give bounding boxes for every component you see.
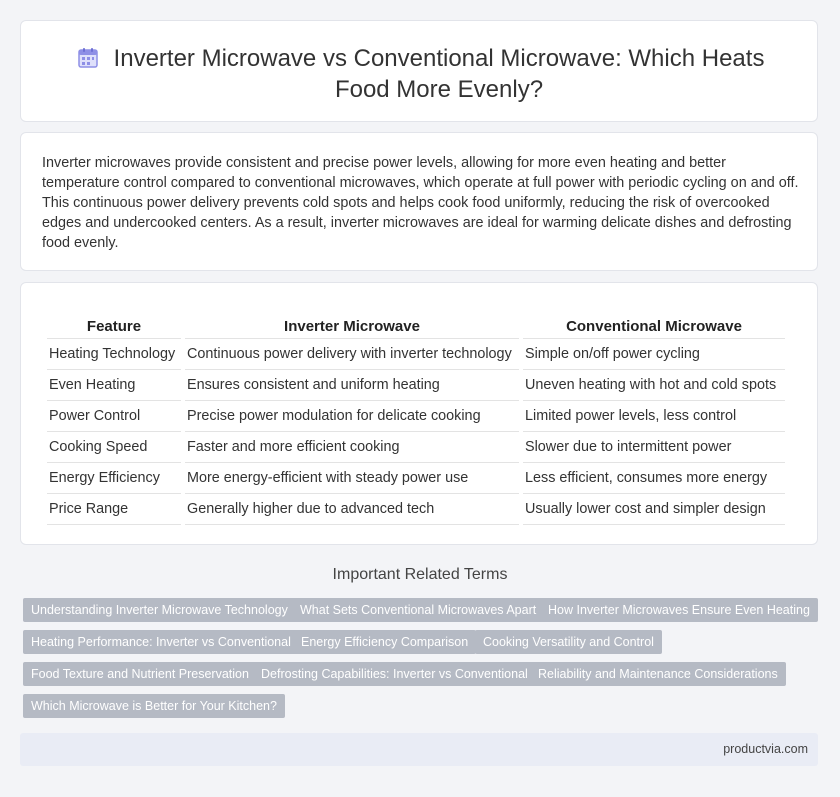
inverter-cell: Ensures consistent and uniform heating — [185, 370, 519, 401]
comparison-table — [43, 314, 789, 525]
column-header-feature: Feature — [47, 314, 181, 339]
related-term-tag[interactable]: Cooking Versatility and Control — [475, 630, 662, 654]
site-credit[interactable]: productvia.com — [723, 742, 808, 756]
related-term-tag[interactable]: Defrosting Capabilities: Inverter vs Conventional — [253, 662, 536, 686]
conventional-cell: Simple on/off power cycling — [523, 339, 785, 370]
feature-cell: Heating Technology — [47, 339, 181, 370]
inverter-cell: Generally higher due to advanced tech — [185, 494, 519, 525]
footer — [20, 733, 818, 766]
table-row — [47, 370, 785, 401]
related-terms-heading: Important Related Terms — [332, 566, 508, 583]
related-term-tag[interactable]: Reliability and Maintenance Considerations — [530, 662, 786, 686]
related-term-tag[interactable]: How Inverter Microwaves Ensure Even Heating — [540, 598, 818, 622]
column-header-conventional: Conventional Microwave — [523, 314, 785, 339]
intro-card — [20, 132, 818, 271]
inverter-cell: Faster and more efficient cooking — [185, 432, 519, 463]
feature-cell: Power Control — [47, 401, 181, 432]
related-term-tag[interactable]: What Sets Conventional Microwaves Apart — [292, 598, 544, 622]
feature-cell: Energy Efficiency — [47, 463, 181, 494]
table-row — [47, 494, 785, 525]
table-row — [47, 463, 785, 494]
conventional-cell: Less efficient, consumes more energy — [523, 463, 785, 494]
comparison-card — [20, 282, 818, 545]
conventional-cell: Usually lower cost and simpler design — [523, 494, 785, 525]
related-term-tag[interactable]: Understanding Inverter Microwave Technology — [23, 598, 296, 622]
inverter-cell: More energy-efficient with steady power use — [185, 463, 519, 494]
table-header-row — [47, 314, 785, 339]
inverter-cell: Continuous power delivery with inverter technology — [185, 339, 519, 370]
related-term-tag[interactable]: Energy Efficiency Comparison — [293, 630, 476, 654]
inverter-cell: Precise power modulation for delicate cooking — [185, 401, 519, 432]
table-row — [47, 339, 785, 370]
feature-cell: Price Range — [47, 494, 181, 525]
table-row — [47, 401, 785, 432]
conventional-cell: Uneven heating with hot and cold spots — [523, 370, 785, 401]
title-card — [20, 20, 818, 122]
feature-cell: Even Heating — [47, 370, 181, 401]
intro-paragraph: Inverter microwaves provide consistent and precise power levels, allowing for more even heating and better temperature control compared to conventional microwaves, which operate at full power with periodic cycling on and off. This continuous power delivery prevents cold spots and helps cook food uniformly, reducing the risk of overcooked edges and undercooked centers. As a result, inverter microwaves are ideal for warming delicate dishes and defrosting food evenly. — [42, 155, 799, 251]
related-term-tag[interactable]: Heating Performance: Inverter vs Conventional — [23, 630, 299, 654]
feature-cell: Cooking Speed — [47, 432, 181, 463]
page-title: Inverter Microwave vs Conventional Microwave: Which Heats Food More Evenly? — [113, 45, 765, 103]
conventional-cell: Limited power levels, less control — [523, 401, 785, 432]
column-header-inverter: Inverter Microwave — [185, 314, 519, 339]
related-term-tag[interactable]: Which Microwave is Better for Your Kitchen? — [23, 694, 285, 718]
related-term-tag[interactable]: Food Texture and Nutrient Preservation — [23, 662, 257, 686]
conventional-cell: Slower due to intermittent power — [523, 432, 785, 463]
table-row — [47, 432, 785, 463]
